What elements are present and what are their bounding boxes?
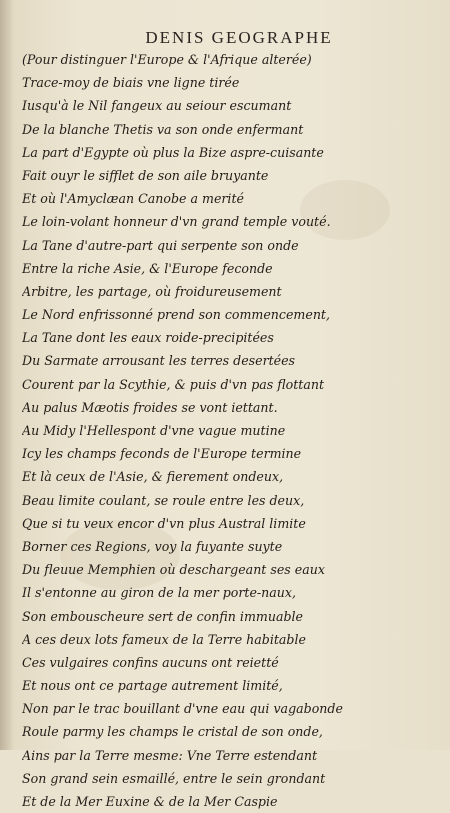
verse-line: Et de la Mer Euxine & de la Mer Caspie bbox=[22, 794, 278, 809]
running-head-text: DENIS GEOGRAPHE bbox=[145, 28, 333, 47]
verse-line: Borner ces Regions, voy la fuyante suyte bbox=[22, 538, 283, 554]
verse-line: La Tane d'autre-part qui serpente son onde bbox=[22, 237, 299, 253]
verse-line: Trace-moy de biais vne ligne tirée bbox=[22, 75, 240, 91]
verse-line: Du Sarmate arrousant les terres desertées bbox=[22, 353, 296, 369]
verse-line: Et nous ont ce partage autrement limité, bbox=[22, 678, 283, 694]
verse-line: Que si tu veux encor d'vn plus Austral limite bbox=[22, 515, 306, 531]
verse-line: Non par le trac bouillant d'vne eau qui vagabonde bbox=[22, 701, 343, 717]
verse-line: Fait ouyr le sifflet de son aile bruyante bbox=[22, 167, 269, 183]
verse-line: Et où l'Amyclæan Canobe a merité bbox=[22, 191, 244, 207]
verse-line: Ces vulgaires confins aucuns ont reietté bbox=[22, 654, 279, 670]
verse-block bbox=[22, 48, 422, 813]
verse-line: Ains par la Terre mesme: Vne Terre estendant bbox=[22, 747, 318, 763]
verse-line: Au Midy l'Hellespont d'vne vague mutine bbox=[22, 423, 286, 438]
gutter-shadow bbox=[0, 0, 14, 750]
verse-line: Roule parmy les champs le cristal de son onde, bbox=[22, 724, 323, 740]
verse-line: A ces deux lots fameux de la Terre habitable bbox=[22, 631, 306, 647]
verse-line: De la blanche Thetis va son onde enfermant bbox=[22, 121, 304, 137]
verse-line: Du fleuue Memphien où deschargeant ses eaux bbox=[22, 562, 325, 578]
verse-line: Arbitre, les partage, où froidureusement bbox=[22, 283, 282, 299]
verse-line: Beau limite coulant, se roule entre les deux, bbox=[22, 492, 305, 508]
verse-line: (Pour distinguer l'Europe & l'Afrique alterée) bbox=[22, 52, 312, 67]
verse-line: Iusqu'à le Nil fangeux au seiour escumant bbox=[22, 98, 292, 114]
verse-line: Courent par la Scythie, & puis d'vn pas flottant bbox=[22, 376, 325, 392]
verse-line: Son embouscheure sert de confin immuable bbox=[22, 608, 303, 624]
verse-line: La Tane dont les eaux roide-precipitées bbox=[22, 330, 274, 346]
running-head bbox=[0, 28, 450, 48]
verse-line: Son grand sein esmaillé, entre le sein grondant bbox=[22, 770, 326, 786]
verse-line: La part d'Egypte où plus la Bize aspre-cuisante bbox=[22, 144, 324, 160]
verse-line: Et là ceux de l'Asie, & fierement ondeux, bbox=[22, 469, 284, 485]
verse-line: Le Nord enfrissonné prend son commencement, bbox=[22, 307, 330, 323]
verse-line: Il s'entonne au giron de la mer porte-naux, bbox=[22, 585, 296, 601]
verse-line: Le loin-volant honneur d'vn grand temple vouté. bbox=[22, 214, 331, 230]
verse-line: Icy les champs feconds de l'Europe termine bbox=[22, 446, 302, 462]
verse-line: Au palus Mæotis froides se vont iettant. bbox=[22, 399, 278, 415]
verse-line: Entre la riche Asie, & l'Europe feconde bbox=[22, 260, 273, 276]
